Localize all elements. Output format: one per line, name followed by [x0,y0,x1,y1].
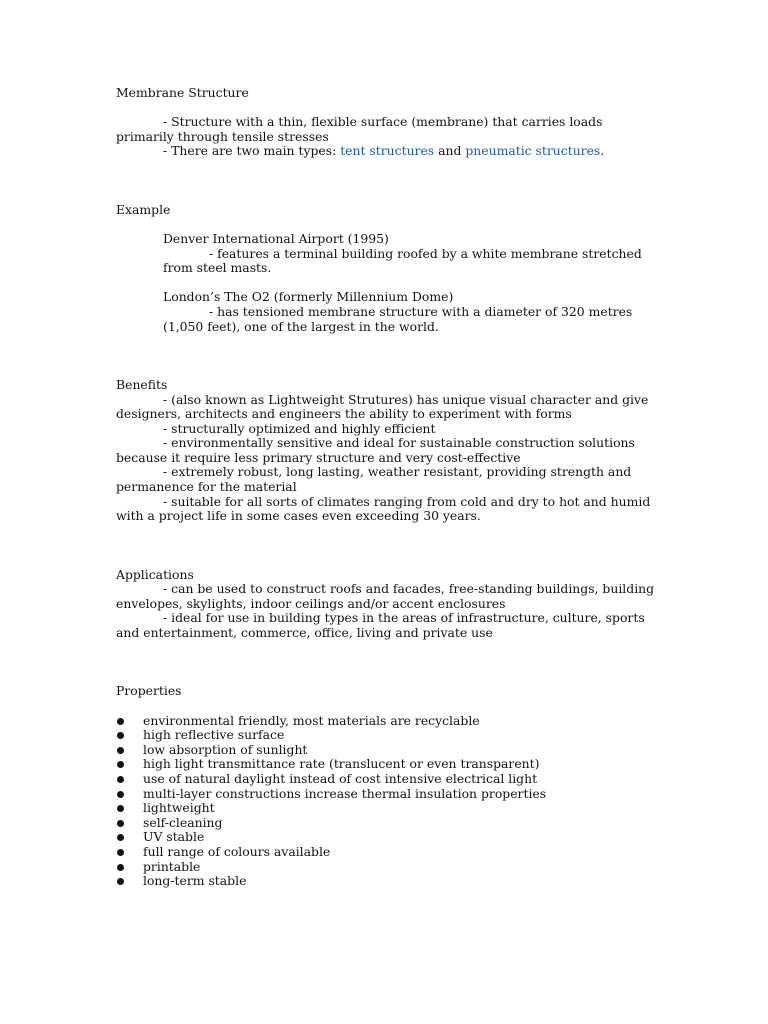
bullet-icon [117,864,124,871]
property-item [116,830,656,845]
section-heading-membrane: Membrane Structure [116,85,249,100]
section-heading-properties: Properties [116,683,182,699]
properties-list [116,714,656,889]
property-text: printable [143,858,201,874]
property-item [116,816,656,831]
application-item: - can be used to construct roofs and facades, free-standing buildings, building envelopes, skylights, indoor ceilings and/or accent enclosures [116,581,655,611]
application-item: - ideal for use in building types in the areas of infrastructure, culture, sports and entertainment, commerce, office, living and private use [116,610,645,641]
bullet-icon [117,820,124,827]
benefit-item: - (also known as Lightweight Strutures) has unique visual character and give designers, architects and engineers the ability to experiment with forms [116,391,649,422]
property-text: low absorption of sunlight [143,741,308,757]
property-item [116,860,656,875]
membrane-types-prefix: - There are two main types: [163,143,341,159]
membrane-types-period: . [600,143,605,159]
section-heading-example: Example [116,201,171,217]
property-item [116,743,656,758]
property-text: use of natural daylight instead of cost intensive electrical light [143,770,538,786]
property-text: environmental friendly, most materials are recyclable [143,712,480,728]
property-item [116,714,656,729]
document-body [116,86,656,889]
benefit-item: - structurally optimized and highly efficient [163,420,436,436]
bullet-icon [117,747,124,754]
example-desc-o2: - has tensioned membrane structure with a diameter of 320 metres (1,050 feet), one of the largest in the world. [163,303,633,334]
property-item [116,757,656,772]
example-desc-denver: - features a terminal building roofed by a white membrane stretched from steel masts. [163,245,642,276]
membrane-types-and: and [434,143,466,159]
bullet-icon [117,732,124,739]
bullet-icon [117,791,124,798]
property-item [116,772,656,787]
bullet-icon [117,776,124,783]
bullet-icon [117,834,124,841]
bullet-icon [117,761,124,768]
property-item [116,728,656,743]
property-item [116,845,656,860]
benefit-item: - environmentally sensitive and ideal for sustainable construction solutions because it require less primary structure and very cost-effective [116,435,635,465]
property-text: self-cleaning [143,814,223,830]
bullet-icon [117,878,124,885]
property-text: long-term stable [143,873,247,889]
pneumatic-structures-link[interactable]: pneumatic structures [465,143,601,159]
benefit-item: - suitable for all sorts of climates ranging from cold and dry to hot and humid with a project life in some cases even exceeding 30 years. [116,493,651,524]
property-item [116,787,656,802]
bullet-icon [117,805,124,812]
membrane-definition: - Structure with a thin, flexible surface (membrane) that carries loads primarily through tensile stresses [116,114,603,144]
example-title-denver: Denver International Airport (1995) [163,230,389,246]
example-title-o2: London’s The O2 (formerly Millennium Dome) [163,289,454,305]
property-text: high reflective surface [143,727,285,743]
property-text: multi-layer constructions increase thermal insulation properties [143,785,547,801]
section-heading-benefits: Benefits [116,376,168,392]
bullet-icon [117,849,124,856]
benefit-item: - extremely robust, long lasting, weather resistant, providing strength and permanence for the material [116,464,632,495]
property-item [116,801,656,816]
section-heading-applications: Applications [116,566,194,582]
bullet-icon [117,718,124,725]
tent-structures-link[interactable]: tent structures [340,143,435,159]
property-text: full range of colours available [143,843,331,859]
property-text: UV stable [143,829,205,845]
membrane-types [116,144,656,159]
property-text: high light transmittance rate (translucent or even transparent) [143,756,540,772]
property-text: lightweight [143,800,215,816]
property-item [116,874,656,889]
